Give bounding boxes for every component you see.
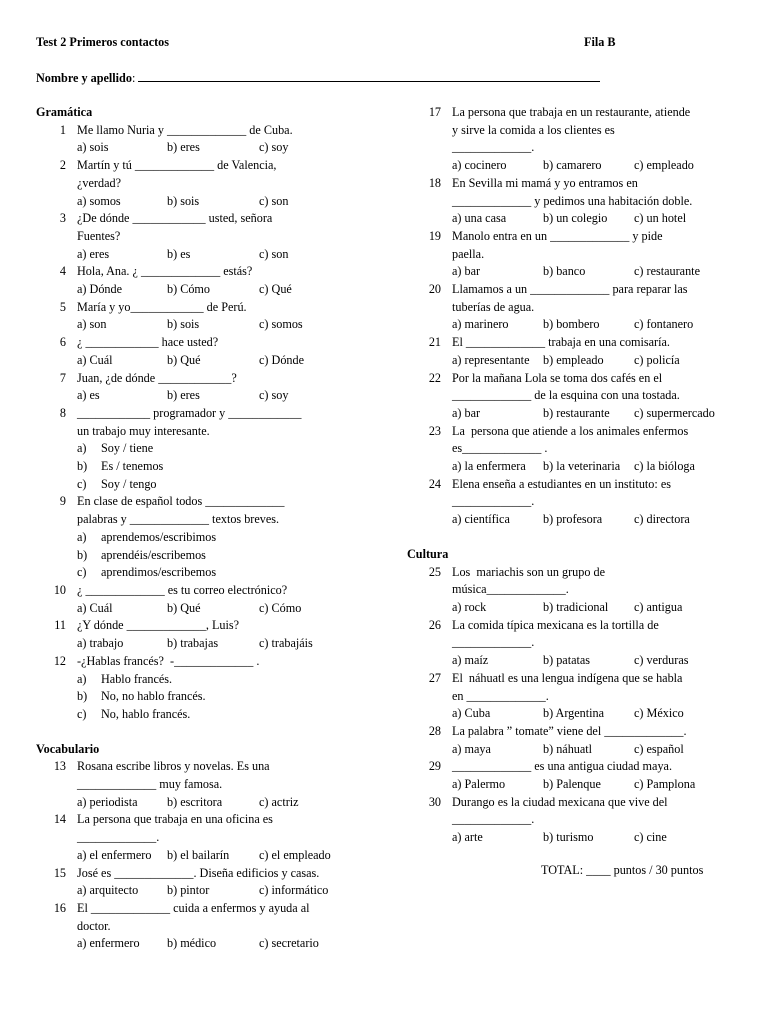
answer-option[interactable] xyxy=(77,529,401,547)
question-body xyxy=(452,334,744,369)
option-text: No, no hablo francés. xyxy=(101,689,206,704)
answer-option[interactable]: a) arquitecto xyxy=(77,883,139,898)
question-number: 6 xyxy=(59,335,66,350)
answer-option[interactable]: b) Cómo xyxy=(167,282,210,297)
answer-option[interactable]: a) son xyxy=(77,317,107,332)
right-column xyxy=(407,104,737,847)
answer-option[interactable]: c) trabajáis xyxy=(259,636,313,651)
answer-option[interactable]: b) Argentina xyxy=(543,706,605,721)
answer-option[interactable]: a) Palermo xyxy=(452,777,506,792)
question-number: 28 xyxy=(428,723,441,738)
answer-options xyxy=(77,600,401,618)
question-number: 30 xyxy=(428,794,441,809)
question xyxy=(36,758,401,811)
question-number: 9 xyxy=(59,494,66,509)
answer-option[interactable]: b) Qué xyxy=(167,600,201,615)
answer-option[interactable]: a) arte xyxy=(452,830,483,845)
answer-option[interactable] xyxy=(77,671,401,689)
question-body xyxy=(452,617,744,670)
question xyxy=(407,758,737,793)
answer-option[interactable]: c) policía xyxy=(634,352,680,367)
answer-option[interactable]: a) representante xyxy=(452,352,530,367)
answer-option[interactable]: b) sois xyxy=(167,193,200,208)
question-body xyxy=(77,370,401,405)
answer-option[interactable]: c) directora xyxy=(634,512,690,527)
question xyxy=(407,423,737,476)
answer-option[interactable]: c) el empleado xyxy=(259,847,331,862)
answer-option[interactable]: c) Dónde xyxy=(259,352,305,367)
answer-option[interactable]: a) Dónde xyxy=(77,282,123,297)
answer-option[interactable]: a) Cuál xyxy=(77,600,113,615)
answer-option[interactable] xyxy=(77,706,401,724)
question-text: ____________ programador y ____________ xyxy=(77,405,302,420)
question xyxy=(36,263,401,298)
question-body xyxy=(77,758,401,811)
question-text: _____________. xyxy=(452,635,535,650)
answer-option[interactable]: c) empleado xyxy=(634,158,694,173)
answer-option[interactable]: b) camarero xyxy=(543,158,602,173)
question-number: 22 xyxy=(428,370,441,385)
question-body xyxy=(452,794,744,847)
question-number: 27 xyxy=(428,670,441,685)
question xyxy=(36,493,401,582)
question-body xyxy=(77,493,401,582)
question-number: 16 xyxy=(53,900,66,915)
question xyxy=(36,157,401,210)
answer-option[interactable]: a) maya xyxy=(452,741,491,756)
answer-options xyxy=(452,263,744,281)
answer-option[interactable]: a) cocinero xyxy=(452,158,507,173)
question xyxy=(36,900,401,953)
answer-option[interactable]: a) sois xyxy=(77,140,109,155)
answer-option[interactable]: c) español xyxy=(634,741,684,756)
question xyxy=(407,281,737,334)
option-letter: b) xyxy=(77,547,88,562)
question-number: 2 xyxy=(59,158,66,173)
answer-option[interactable] xyxy=(77,688,401,706)
question-body xyxy=(77,299,401,334)
answer-option[interactable]: c) Pamplona xyxy=(634,777,696,792)
question-text: La persona que atiende a los animales enfermos xyxy=(452,423,689,438)
question-text: ¿verdad? xyxy=(77,175,121,190)
answer-option[interactable]: b) pintor xyxy=(167,883,210,898)
answer-option[interactable]: a) somos xyxy=(77,193,121,208)
option-text: No, hablo francés. xyxy=(101,706,191,721)
answer-option[interactable]: a) trabajo xyxy=(77,636,124,651)
question xyxy=(36,405,401,494)
option-text: Soy / tengo xyxy=(101,476,157,491)
question-body xyxy=(77,865,401,900)
question-body xyxy=(452,228,744,281)
answer-option[interactable]: c) Qué xyxy=(259,282,292,297)
question-body xyxy=(77,617,401,652)
option-letter: a) xyxy=(77,671,87,686)
question-text: En Sevilla mi mamá y yo entramos en xyxy=(452,175,638,190)
question-body xyxy=(77,210,401,263)
answer-option[interactable]: a) eres xyxy=(77,246,110,261)
question-number: 5 xyxy=(59,299,66,314)
answer-options xyxy=(452,157,744,175)
answer-option[interactable]: c) soy xyxy=(259,140,289,155)
answer-option[interactable]: b) Palenque xyxy=(543,777,601,792)
question-body xyxy=(452,370,744,423)
question-text: Fuentes? xyxy=(77,228,121,243)
question-number: 11 xyxy=(54,618,66,633)
question-body xyxy=(77,157,401,210)
answer-options xyxy=(452,599,744,617)
name-colon: : xyxy=(131,71,136,85)
question-body xyxy=(77,653,401,724)
answer-option[interactable]: c) son xyxy=(259,246,289,261)
answer-option[interactable]: b) médico xyxy=(167,936,217,951)
option-text: Es / tenemos xyxy=(101,459,164,474)
answer-option[interactable]: b) restaurante xyxy=(543,405,610,420)
option-letter: c) xyxy=(77,565,87,580)
question-number: 24 xyxy=(428,476,441,491)
answer-option[interactable]: c) la bióloga xyxy=(634,459,695,474)
name-label: Nombre y apellido xyxy=(36,71,132,85)
question xyxy=(407,617,737,670)
question-body xyxy=(77,582,401,617)
question-number: 17 xyxy=(428,105,441,119)
question-text: _____________. xyxy=(77,830,160,845)
question-body xyxy=(452,758,744,793)
question xyxy=(36,299,401,334)
answer-option[interactable]: a) periodista xyxy=(77,794,138,809)
answer-option[interactable]: b) trabajas xyxy=(167,636,219,651)
question-body xyxy=(452,476,744,529)
answer-option[interactable]: a) científica xyxy=(452,512,510,527)
question-text: La persona que trabaja en una oficina es xyxy=(77,812,273,827)
option-letter: c) xyxy=(77,476,87,491)
answer-options xyxy=(77,139,401,157)
question-text: en _____________. xyxy=(452,688,549,703)
answer-option[interactable]: a) marinero xyxy=(452,317,509,332)
question-text: palabras y _____________ textos breves. xyxy=(77,512,280,527)
question-number: 18 xyxy=(428,175,441,190)
question xyxy=(36,210,401,263)
option-text: aprendéis/escribemos xyxy=(101,547,206,562)
answer-options xyxy=(77,847,401,865)
answer-option[interactable]: c) soy xyxy=(259,388,289,403)
option-letter: b) xyxy=(77,689,88,704)
answer-option[interactable]: c) actriz xyxy=(259,794,299,809)
question-body xyxy=(452,175,744,228)
answer-options xyxy=(452,511,744,529)
answer-option[interactable]: a) una casa xyxy=(452,211,507,226)
question-text: Me llamo Nuria y _____________ de Cuba. xyxy=(77,122,293,137)
answer-option[interactable]: c) verduras xyxy=(634,653,689,668)
question-text: Los mariachis son un grupo de xyxy=(452,564,605,579)
answer-option[interactable]: b) el bailarín xyxy=(167,847,230,862)
answer-option[interactable]: c) fontanero xyxy=(634,317,694,332)
question-body xyxy=(452,104,744,175)
question-text: María y yo____________ de Perú. xyxy=(77,299,247,314)
answer-options xyxy=(77,882,401,900)
answer-option[interactable]: b) tradicional xyxy=(543,599,609,614)
question-text: El _____________ trabaja en una comisaría. xyxy=(452,335,670,350)
question-number: 21 xyxy=(428,335,441,350)
question-text: El náhuatl es una lengua indígena que se habla xyxy=(452,670,683,685)
question-text: Rosana escribe libros y novelas. Es una xyxy=(77,759,270,774)
question-number: 25 xyxy=(428,564,441,579)
answer-option[interactable]: c) somos xyxy=(259,317,303,332)
name-line xyxy=(36,69,600,88)
question xyxy=(407,104,737,175)
question-text: _____________ es una antigua ciudad maya. xyxy=(452,759,672,774)
question-number: 10 xyxy=(53,582,66,597)
question-body xyxy=(77,263,401,298)
answer-option[interactable]: b) eres xyxy=(167,388,200,403)
question-number: 15 xyxy=(53,865,66,880)
answer-option[interactable]: c) supermercado xyxy=(634,405,715,420)
option-letter: b) xyxy=(77,459,88,474)
question-body xyxy=(77,334,401,369)
answer-options xyxy=(452,829,744,847)
question-text: La comida típica mexicana es la tortilla de xyxy=(452,617,659,632)
answer-option[interactable]: b) bombero xyxy=(543,317,600,332)
question-number: 19 xyxy=(428,228,441,243)
question-number: 26 xyxy=(428,617,441,632)
option-letter: a) xyxy=(77,441,87,456)
answer-option[interactable]: c) cine xyxy=(634,830,667,845)
answer-option[interactable]: a) el enfermero xyxy=(77,847,152,862)
answer-option[interactable]: c) antigua xyxy=(634,599,683,614)
question-body xyxy=(77,811,401,864)
answer-option[interactable]: b) turismo xyxy=(543,830,594,845)
question-text: _____________. xyxy=(452,140,535,155)
question xyxy=(407,723,737,758)
question-text: _____________. xyxy=(452,494,535,509)
question xyxy=(36,122,401,157)
question-text: ¿ _____________ es tu correo electrónico? xyxy=(77,582,288,597)
answer-options xyxy=(77,794,401,812)
option-text: aprendemos/escribimos xyxy=(101,529,217,544)
answer-options xyxy=(452,458,744,476)
question-text: un trabajo muy interesante. xyxy=(77,423,210,438)
option-text: aprendimos/escribemos xyxy=(101,565,217,580)
name-blank[interactable] xyxy=(138,69,600,82)
question-text: -¿Hablas francés? -_____________ . xyxy=(77,653,260,668)
answer-options xyxy=(77,352,401,370)
answer-option[interactable]: a) enfermero xyxy=(77,936,140,951)
question-number: 4 xyxy=(59,264,66,279)
answer-option[interactable]: c) son xyxy=(259,193,289,208)
answer-options xyxy=(452,652,744,670)
question-text: ¿ ____________ hace usted? xyxy=(77,335,219,350)
question-text: _____________. xyxy=(452,812,535,827)
question xyxy=(36,582,401,617)
answer-options xyxy=(77,193,401,211)
question-body xyxy=(77,900,401,953)
question-number: 8 xyxy=(59,405,66,420)
test-title: Test 2 Primeros contactos xyxy=(36,35,170,49)
answer-options xyxy=(452,352,744,370)
question xyxy=(36,334,401,369)
answer-option[interactable] xyxy=(77,547,401,565)
question-text: Hola, Ana. ¿ _____________ estás? xyxy=(77,264,253,279)
question-body xyxy=(452,670,744,723)
question-number: 7 xyxy=(59,370,66,385)
question-text: En clase de español todos _____________ xyxy=(77,494,285,509)
answer-option[interactable]: b) Qué xyxy=(167,352,201,367)
question-number: 23 xyxy=(428,423,441,438)
question-body xyxy=(452,564,744,617)
answer-option[interactable]: b) es xyxy=(167,246,191,261)
question-text: doctor. xyxy=(77,918,111,933)
answer-option[interactable]: b) eres xyxy=(167,140,200,155)
question xyxy=(407,334,737,369)
question-number: 13 xyxy=(53,759,66,774)
question-text: Manolo entra en un _____________ y pide xyxy=(452,228,663,243)
answer-option[interactable]: a) es xyxy=(77,388,100,403)
answer-options xyxy=(452,405,744,423)
answer-option[interactable]: c) Cómo xyxy=(259,600,302,615)
answer-options xyxy=(452,776,744,794)
question-text: Martín y tú _____________ de Valencia, xyxy=(77,158,277,173)
answer-options xyxy=(77,281,401,299)
question xyxy=(36,865,401,900)
question-text: y sirve la comida a los clientes es xyxy=(452,122,615,137)
question xyxy=(407,228,737,281)
left-column xyxy=(36,104,401,953)
question-text: paella. xyxy=(452,246,485,261)
question xyxy=(36,370,401,405)
question-number: 12 xyxy=(53,653,66,668)
option-letter: c) xyxy=(77,706,87,721)
answer-option[interactable]: b) banco xyxy=(543,264,586,279)
question-body xyxy=(452,281,744,334)
answer-option[interactable] xyxy=(77,458,401,476)
option-text: Hablo francés. xyxy=(101,671,173,686)
question-text: José es _____________. Diseña edificios y casas. xyxy=(77,865,320,880)
option-letter: a) xyxy=(77,529,87,544)
answer-option[interactable]: b) profesora xyxy=(543,512,603,527)
answer-option[interactable]: a) Cuba xyxy=(452,706,491,721)
question-text: es_____________ . xyxy=(452,441,548,456)
answer-option[interactable]: a) la enfermera xyxy=(452,459,526,474)
question xyxy=(407,175,737,228)
fila-label: Fila B xyxy=(584,35,616,49)
section-title: Cultura xyxy=(407,546,449,561)
question-text: La palabra ” tomate” viene del _____________. xyxy=(452,723,687,738)
answer-options xyxy=(77,316,401,334)
answer-option[interactable]: a) bar xyxy=(452,264,481,279)
answer-options xyxy=(77,246,401,264)
answer-option[interactable]: b) un colegio xyxy=(543,211,608,226)
answer-option[interactable]: c) informático xyxy=(259,883,329,898)
question xyxy=(407,564,737,617)
answer-option[interactable]: a) maíz xyxy=(452,653,489,668)
section-title: Vocabulario xyxy=(36,741,100,756)
answer-option[interactable]: b) la veterinaria xyxy=(543,459,621,474)
answer-option[interactable]: b) sois xyxy=(167,317,200,332)
question xyxy=(36,617,401,652)
answer-option[interactable] xyxy=(77,564,401,582)
question-body xyxy=(452,723,744,758)
question xyxy=(407,476,737,529)
question-body xyxy=(77,405,401,494)
question xyxy=(407,670,737,723)
answer-options xyxy=(452,741,744,759)
question-text: ¿Y dónde _____________, Luis? xyxy=(77,618,240,633)
question-number: 14 xyxy=(53,812,66,827)
question-body xyxy=(77,122,401,157)
question-number: 20 xyxy=(428,282,441,297)
answer-option[interactable] xyxy=(77,440,401,458)
answer-option[interactable]: a) bar xyxy=(452,405,481,420)
answer-option[interactable]: c) secretario xyxy=(259,936,319,951)
question-text: música_____________. xyxy=(452,582,569,597)
question-text: Por la mañana Lola se toma dos cafés en el xyxy=(452,370,663,385)
answer-option[interactable]: b) escritora xyxy=(167,794,223,809)
answer-option[interactable]: b) patatas xyxy=(543,653,591,668)
question-text: _____________ muy famosa. xyxy=(77,777,223,792)
question-number: 3 xyxy=(59,211,66,226)
question-text: _____________ de la esquina con una tostada. xyxy=(452,388,680,403)
option-text: Soy / tiene xyxy=(101,441,154,456)
question-text: Juan, ¿de dónde ____________? xyxy=(77,370,237,385)
question-number: 29 xyxy=(428,759,441,774)
question xyxy=(407,794,737,847)
question-text: tuberías de agua. xyxy=(452,299,535,314)
answer-options xyxy=(77,935,401,953)
section-title: Gramática xyxy=(36,105,93,119)
answer-options xyxy=(452,316,744,334)
question-text: Elena enseña a estudiantes en un instituto: es xyxy=(452,476,671,491)
answer-option[interactable]: b) náhuatl xyxy=(543,741,593,756)
answer-option[interactable]: c) restaurante xyxy=(634,264,700,279)
answer-options xyxy=(77,387,401,405)
total-line: TOTAL: ____ puntos / 30 puntos xyxy=(541,863,704,877)
question-text: Llamamos a un _____________ para reparar las xyxy=(452,282,688,297)
answer-options xyxy=(77,635,401,653)
question-number: 1 xyxy=(59,122,66,137)
answer-options xyxy=(452,705,744,723)
answer-option[interactable]: c) un hotel xyxy=(634,211,687,226)
question-body xyxy=(452,423,744,476)
question-text: La persona que trabaja en un restaurante, atiende xyxy=(452,105,691,119)
question xyxy=(36,811,401,864)
question-text: ¿De dónde ____________ usted, señora xyxy=(77,211,273,226)
question-text: _____________ y pedimos una habitación doble. xyxy=(452,193,693,208)
question xyxy=(407,370,737,423)
answer-options xyxy=(452,210,744,228)
question-text: Durango es la ciudad mexicana que vive del xyxy=(452,794,668,809)
answer-option[interactable]: b) empleado xyxy=(543,352,604,367)
question xyxy=(36,653,401,724)
answer-option[interactable] xyxy=(77,476,401,494)
question-text: El _____________ cuida a enfermos y ayuda al xyxy=(77,900,310,915)
answer-option[interactable]: a) Cuál xyxy=(77,352,113,367)
answer-option[interactable]: c) México xyxy=(634,706,684,721)
answer-option[interactable]: a) rock xyxy=(452,599,487,614)
